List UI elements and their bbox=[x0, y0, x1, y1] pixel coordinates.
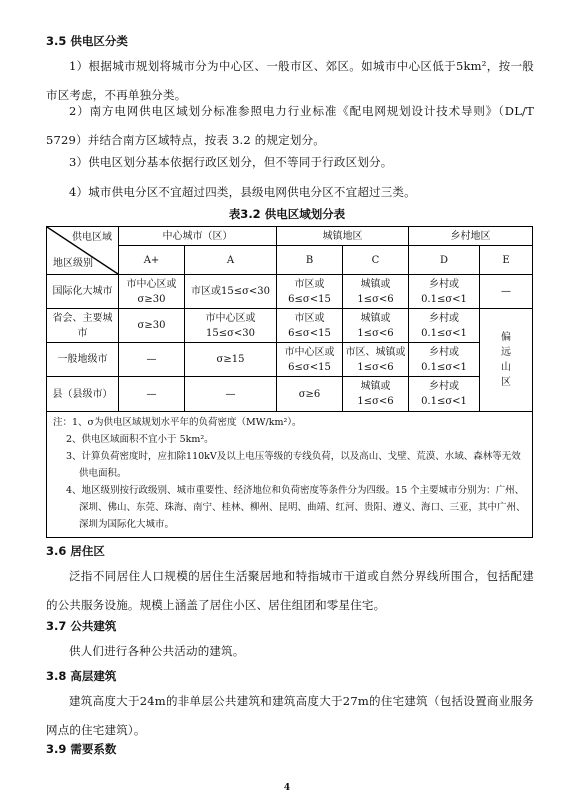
table-cell: σ≥6 bbox=[277, 377, 343, 412]
section-3-8-paragraph: 建筑高度大于24m的非单层公共建筑和建筑高度大于27m的住宅建筑（包括设置商业服务网点的住宅建筑）。 bbox=[46, 694, 534, 737]
group-header-rural: 乡村地区 bbox=[409, 227, 533, 246]
table-cell: 市区、城镇或1≤σ<6 bbox=[343, 343, 409, 377]
section-3-5-heading: 3.5 供电区分类 bbox=[46, 34, 128, 48]
table-caption: 表3.2 供电区域划分表 bbox=[228, 207, 346, 221]
group-header-central-city: 中心城市（区） bbox=[119, 227, 277, 246]
table-cell: 市中心区或6≤σ<15 bbox=[277, 343, 343, 377]
section-3-5-paragraph-4: 4）城市供电分区不宜超过四类，县级电网供电分区不宜超过三类。 bbox=[69, 185, 416, 199]
col-header-e: E bbox=[480, 246, 533, 275]
table-cell: 市区或6≤σ<15 bbox=[277, 275, 343, 309]
table-cell: 乡村或0.1≤σ<1 bbox=[409, 275, 480, 309]
section-3-5-paragraph-3: 3）供电区划分基本依据行政区划分，但不等同于行政区划分。 bbox=[69, 155, 393, 169]
col-header-d: D bbox=[409, 246, 480, 275]
table-cell: 城镇或1≤σ<6 bbox=[343, 275, 409, 309]
section-3-5-paragraph-1: 1）根据城市规划将城市分为中心区、一般市区、郊区。如城市中心区低于5km²，按一般市区考虑，不再单独分类。 bbox=[46, 59, 534, 102]
table-cell: 乡村或0.1≤σ<1 bbox=[409, 377, 480, 412]
table-cell: — bbox=[119, 377, 185, 412]
table-cell: 乡村或0.1≤σ<1 bbox=[409, 343, 480, 377]
table-cell: 市中心区或15≤σ<30 bbox=[185, 309, 277, 343]
table-cell: 城镇或1≤σ<6 bbox=[343, 309, 409, 343]
table-cell: σ≥30 bbox=[119, 309, 185, 343]
corner-label-region-level: 地区级别 bbox=[53, 258, 93, 269]
table-notes bbox=[47, 412, 533, 538]
table-cell: 市区或6≤σ<15 bbox=[277, 309, 343, 343]
section-3-9-heading: 3.9 需要系数 bbox=[46, 742, 117, 756]
table-cell: 城镇或1≤σ<6 bbox=[343, 377, 409, 412]
row-label: 县（县级市） bbox=[47, 377, 119, 412]
corner-label-supply-area: 供电区域 bbox=[72, 232, 112, 243]
section-3-7-heading: 3.7 公共建筑 bbox=[46, 619, 117, 633]
table-cell: 乡村或0.1≤σ<1 bbox=[409, 309, 480, 343]
section-3-6-paragraph: 泛指不同居住人口规模的居住生活聚居地和特指城市干道或自然分界线所围合，包括配建的公共服务设施。规模上涵盖了居住小区、居住组团和零星住宅。 bbox=[46, 569, 534, 612]
remote-mountain-area-label: 偏远山区 bbox=[501, 332, 511, 388]
table-note: 4、地区级别按行政级别、城市重要性、经济地位和负荷密度等条件分为四级。15 个主要城市分别为：广州、深圳、佛山、东莞、珠海、南宁、桂林、柳州、昆明、曲靖、红河、贵阳、遵义、海口、三亚，其中广州、深圳为国际化大城市。 bbox=[66, 485, 526, 530]
table-cell: 市区或15≤σ<30 bbox=[185, 275, 277, 309]
group-header-town: 城镇地区 bbox=[277, 227, 409, 246]
col-header-a-plus: A+ bbox=[119, 246, 185, 275]
table-cell: — bbox=[185, 377, 277, 412]
row-label: 国际化大城市 bbox=[47, 275, 119, 309]
col-header-b: B bbox=[277, 246, 343, 275]
table-cell: — bbox=[480, 275, 533, 309]
row-label: 省会、主要城市 bbox=[47, 309, 119, 343]
table-cell: σ≥15 bbox=[185, 343, 277, 377]
col-header-c: C bbox=[343, 246, 409, 275]
page-number: 4 bbox=[283, 783, 291, 793]
section-3-8-heading: 3.8 高层建筑 bbox=[46, 669, 117, 683]
remote-mountain-area-cell bbox=[480, 309, 533, 412]
table-note: 注：1、σ为供电区域规划水平年的负荷密度（MW/km²）。 bbox=[53, 417, 302, 428]
table-corner-cell bbox=[47, 227, 119, 275]
table-note: 2、供电区域面积不宜小于 5km²。 bbox=[66, 434, 214, 445]
table-note: 3、计算负荷密度时，应扣除110kV及以上电压等级的专线负荷，以及高山、戈壁、荒漠、水域、森林等无效供电面积。 bbox=[66, 451, 521, 479]
section-3-6-heading: 3.6 居住区 bbox=[46, 544, 105, 558]
section-3-5-paragraph-2: 2）南方电网供电区域划分标准参照电力行业标准《配电网规划设计技术导则》（DL/T 5729）并结合南方区域特点，按表 3.2 的规定划分。 bbox=[46, 104, 534, 147]
section-3-7-paragraph: 供人们进行各种公共活动的建筑。 bbox=[69, 644, 245, 658]
supply-area-table bbox=[46, 226, 533, 538]
table-cell: — bbox=[119, 343, 185, 377]
row-label: 一般地级市 bbox=[47, 343, 119, 377]
table-cell: 市中心区或σ≥30 bbox=[119, 275, 185, 309]
col-header-a: A bbox=[185, 246, 277, 275]
